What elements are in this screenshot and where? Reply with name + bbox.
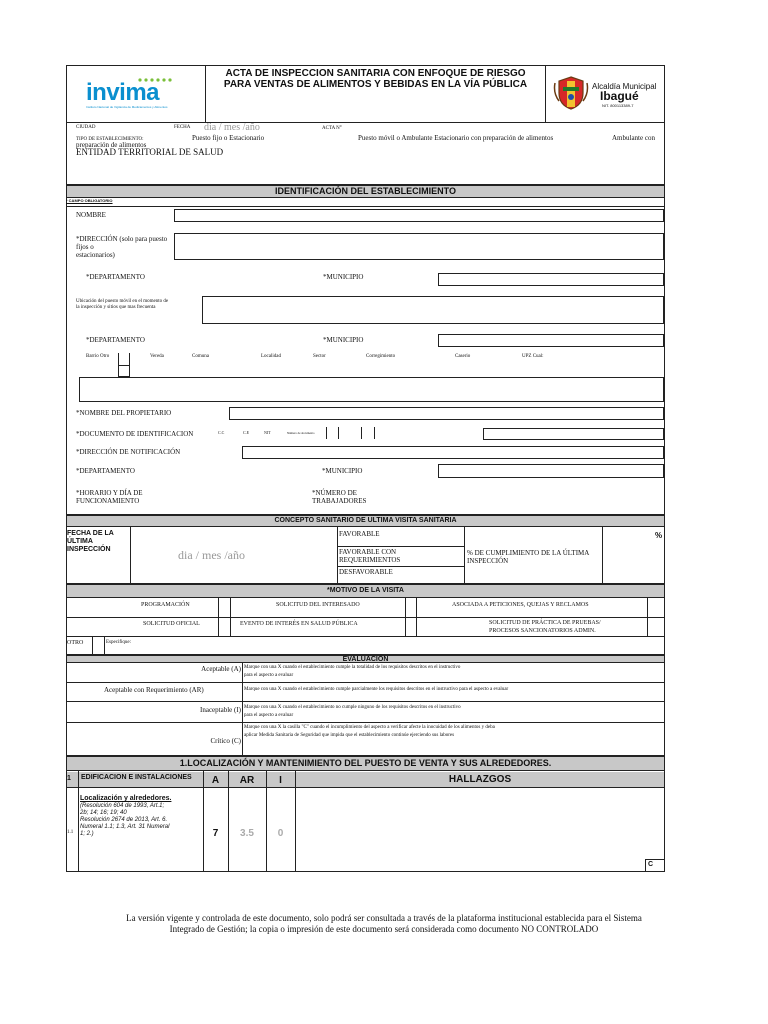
- ubicacion-label-1: Ubicación del puesto móvil en el momento de: [76, 299, 169, 304]
- fecha-ultima-label-2: ÚLTIMA: [67, 538, 93, 545]
- eval-label-critico: Crítico (C): [210, 737, 241, 745]
- documento-label: *DOCUMENTO DE IDENTIFICACION: [76, 430, 194, 438]
- tipo-option-fijo[interactable]: Puesto fijo o Estacionario: [192, 134, 265, 142]
- fecha-ultima-input[interactable]: dia / mes /año: [178, 548, 245, 562]
- item-value-a[interactable]: 7: [212, 828, 219, 839]
- horario-label-1: *HORARIO Y DÍA DE: [76, 489, 143, 497]
- item-ref-1: (Resolución 604 de 1993, Art.1;: [80, 803, 165, 809]
- eval-text-aceptable-1: Marque con una X cuando el establecimiento cumple la totalidad de los requisitos descritos en el instructivo: [244, 665, 461, 670]
- col-header-ar: AR: [239, 775, 255, 786]
- item-title: Localización y alrededores.: [80, 795, 172, 802]
- item-ref-3: Resolución 2674 de 2013, Art. 6.: [80, 817, 168, 823]
- hallazgos-input[interactable]: [296, 788, 664, 858]
- tipo-option-ambulante[interactable]: Ambulante con: [612, 134, 655, 142]
- cumplimiento-label-1: % DE CUMPLIMIENTO DE LA ÚLTIMA: [467, 549, 590, 557]
- fecha-ultima-label-1: FECHA DE LA: [67, 530, 114, 537]
- city-label: Ibagué: [600, 89, 639, 103]
- programacion-option[interactable]: PROGRAMACIÓN: [141, 602, 190, 608]
- invima-logo: [84, 76, 184, 112]
- section1-subtitle: EDIFICACION E INSTALACIONES: [81, 774, 192, 781]
- municipio-label-2: *MUNICIPIO: [323, 336, 364, 344]
- footer-note-line2: Integrado de Gestión; la copia o impresión de este documento será considerada como documento NO CONTROLADO: [169, 924, 599, 934]
- favorable-req-option-2: REQUERIMIENTOS: [339, 556, 401, 564]
- eval-text-aceptable-req-1: Marque con una X cuando el establecimiento cumple parcialmente los requisitos descritos en el instructivo para el aspecto a evaluar: [244, 687, 509, 692]
- item-ref-4: Numeral 1.1; 1.3, Art. 31 Numeral: [80, 824, 170, 830]
- numero-documento-label: Número de documento: [287, 431, 315, 435]
- barrio-option[interactable]: Barrio Otro: [86, 354, 110, 359]
- eval-text-critico-2: aplicar Medida Sanitaria de Seguridad que impida que el establecimiento continúe ejerciendo sus labores: [244, 733, 455, 738]
- col-header-a: A: [211, 775, 220, 786]
- direccion-label-2: fijos o: [76, 243, 94, 251]
- alcaldia-label: Alcaldía Municipal: [592, 82, 657, 91]
- upz-option[interactable]: UPZ Cual:: [522, 354, 544, 359]
- nombre-input[interactable]: [174, 209, 664, 222]
- asociada-option[interactable]: ASOCIADA A PETICIONES, QUEJAS Y RECLAMOS: [452, 602, 589, 608]
- evaluacion-section-title: EVALUACIÓN: [66, 655, 665, 663]
- fecha-ultima-label-3: INSPECCIÓN: [67, 546, 111, 553]
- direccion-label-3: estacionarios): [76, 251, 115, 259]
- col-c-label[interactable]: C: [648, 861, 654, 868]
- notificacion-label: *DIRECCIÓN DE NOTIFICACIÓN: [76, 448, 181, 456]
- municipio-input[interactable]: [438, 273, 664, 286]
- notificacion-input[interactable]: [242, 446, 664, 459]
- section1-number: 1: [67, 775, 71, 782]
- acta-label: ACTA N°: [322, 126, 342, 131]
- municipio-label-3: *MUNICIPIO: [322, 467, 363, 475]
- departamento-label-2: *DEPARTAMENTO: [86, 336, 145, 344]
- item-ref-5: 1; 2.): [80, 831, 94, 837]
- comuna-option[interactable]: Comuna: [192, 354, 209, 359]
- fecha-label: FECHA: [174, 125, 191, 130]
- practica-option-2: PROCESOS SANCIONATORIOS ADMIN.: [489, 628, 596, 634]
- item-value-i[interactable]: 0: [277, 828, 284, 839]
- evento-option[interactable]: EVENTO DE INTERÉS EN SALUD PÚBLICA: [240, 621, 358, 627]
- section1-title: 1.LOCALIZACIÓN Y MANTENIMIENTO DEL PUESTO DE VENTA Y SUS ALREDEDORES.: [66, 756, 665, 771]
- item-ref-2: 2b; 14; 16; 19; 40: [80, 810, 127, 816]
- ciudad-label: CIUDAD: [76, 125, 96, 130]
- desfavorable-option[interactable]: DESFAVORABLE: [339, 568, 393, 576]
- footer-note-line1: La versión vigente y controlada de este documento, solo podrá ser consultada a través de la plataforma institucional establecida para el Sistema: [126, 913, 642, 923]
- ubicacion-input[interactable]: [202, 296, 664, 324]
- eval-text-critico-1: Marque con una X la casilla "C" cuando el incumplimiento del aspecto a verificar afecte la inocuidad de los alimentos y deba: [244, 725, 495, 730]
- especifique-label: Especifique:: [106, 640, 131, 645]
- ubicacion-label-2: la inspección y sitios que mas frecuenta: [76, 305, 156, 310]
- favorable-option[interactable]: FAVORABLE: [339, 530, 380, 538]
- direccion-input[interactable]: [174, 233, 664, 260]
- eval-text-inaceptable-1: Marque con una X cuando el establecimiento no cumple ninguno de los requisitos descritos en el instructivo: [244, 705, 461, 710]
- eval-label-inaceptable: Inaceptable (I): [200, 706, 241, 714]
- tipo-option-ambulante-cont: preparación de alimentos: [76, 141, 147, 149]
- propietario-label: *NOMBRE DEL PROPIETARIO: [76, 409, 172, 417]
- fecha-input[interactable]: dia / mes /año: [204, 122, 260, 133]
- eval-text-aceptable-2: para el aspecto a evaluar: [244, 673, 294, 678]
- ubicacion-detalle-input[interactable]: [79, 377, 664, 402]
- vereda-option[interactable]: Vereda: [150, 354, 164, 359]
- caserio-option[interactable]: Caserio: [455, 354, 471, 359]
- logo-wordmark: invima: [86, 79, 160, 106]
- municipio-input-2[interactable]: [438, 334, 664, 347]
- entidad-label: ENTIDAD TERRITORIAL DE SALUD: [76, 147, 224, 157]
- form-title-line2: PARA VENTAS DE ALIMENTOS Y BEBIDAS EN LA VÍA PÚBLICA: [223, 79, 528, 90]
- trabajadores-label-1: *NÚMERO DE: [312, 489, 357, 497]
- municipio-label: *MUNICIPIO: [323, 273, 364, 281]
- doc-type-nit[interactable]: NIT: [264, 430, 271, 435]
- ibague-crest-icon: [553, 75, 589, 111]
- doc-type-cc[interactable]: C.C: [218, 430, 225, 435]
- ident-section-title: IDENTIFICACIÓN DEL ESTABLECIMIENTO: [66, 185, 665, 198]
- percent-sign: %: [655, 531, 663, 540]
- solicitud-oficial-option[interactable]: SOLICITUD OFICIAL: [143, 621, 200, 627]
- concepto-section-title: CONCEPTO SANITARIO DE ULTIMA VISITA SANITARIA: [66, 515, 665, 527]
- trabajadores-label-2: TRABAJADORES: [312, 497, 367, 505]
- col-header-hallazgos: HALLAZGOS: [448, 774, 512, 785]
- doc-type-ce[interactable]: C.E: [243, 430, 250, 435]
- otro-option[interactable]: OTRO: [67, 640, 84, 646]
- propietario-input[interactable]: [229, 407, 664, 420]
- eval-text-inaceptable-2: para el aspecto a evaluar: [244, 713, 294, 718]
- eval-label-aceptable: Aceptable (A): [201, 665, 241, 673]
- favorable-req-option-1[interactable]: FAVORABLE CON: [339, 548, 397, 556]
- item-value-ar[interactable]: 3.5: [240, 828, 254, 839]
- solicitud-interesado-option[interactable]: SOLICITUD DEL INTERESADO: [276, 602, 360, 608]
- corregimiento-option[interactable]: Corregimiento: [366, 354, 396, 359]
- sector-option[interactable]: Sector: [313, 354, 326, 359]
- col-header-i: I: [279, 775, 282, 786]
- logo-tagline: Instituto Nacional de Vigilancia de Medicamentos y Alimentos: [86, 105, 168, 109]
- horario-label-2: FUNCIONAMIENTO: [76, 497, 140, 505]
- practica-option-1[interactable]: SOLICITUD DE PRÁCTICA DE PRUEBAS/: [489, 620, 601, 626]
- documento-input[interactable]: [483, 428, 664, 440]
- direccion-label-1: *DIRECCIÓN (solo para puesto: [76, 235, 168, 243]
- nombre-label: NOMBRE: [76, 211, 106, 219]
- departamento-label: *DEPARTAMENTO: [86, 273, 145, 281]
- motivo-section-title: *MOTIVO DE LA VISITA: [66, 584, 665, 598]
- campo-obligatorio-note: * CAMPO OBLIGATORIO: [66, 198, 113, 203]
- form-title-line1: ACTA DE INSPECCION SANITARIA CON ENFOQUE DE RIESGO: [225, 68, 526, 79]
- nit-label: NIT. 800113389-7: [602, 103, 634, 108]
- cumplimiento-label-2: INSPECCIÓN: [467, 557, 509, 565]
- item-number: 1.1: [67, 830, 74, 835]
- tipo-option-movil[interactable]: Puesto móvil o Ambulante Estacionario con preparación de alimentos: [358, 134, 554, 142]
- tipo-label: TIPO DE ESTABLECIMIENTO:: [76, 137, 144, 142]
- departamento-label-3: *DEPARTAMENTO: [76, 467, 135, 475]
- eval-label-aceptable-req: Aceptable con Requerimiento (AR): [104, 686, 204, 694]
- municipio-input-3[interactable]: [438, 464, 664, 478]
- localidad-option[interactable]: Localidad: [261, 354, 281, 359]
